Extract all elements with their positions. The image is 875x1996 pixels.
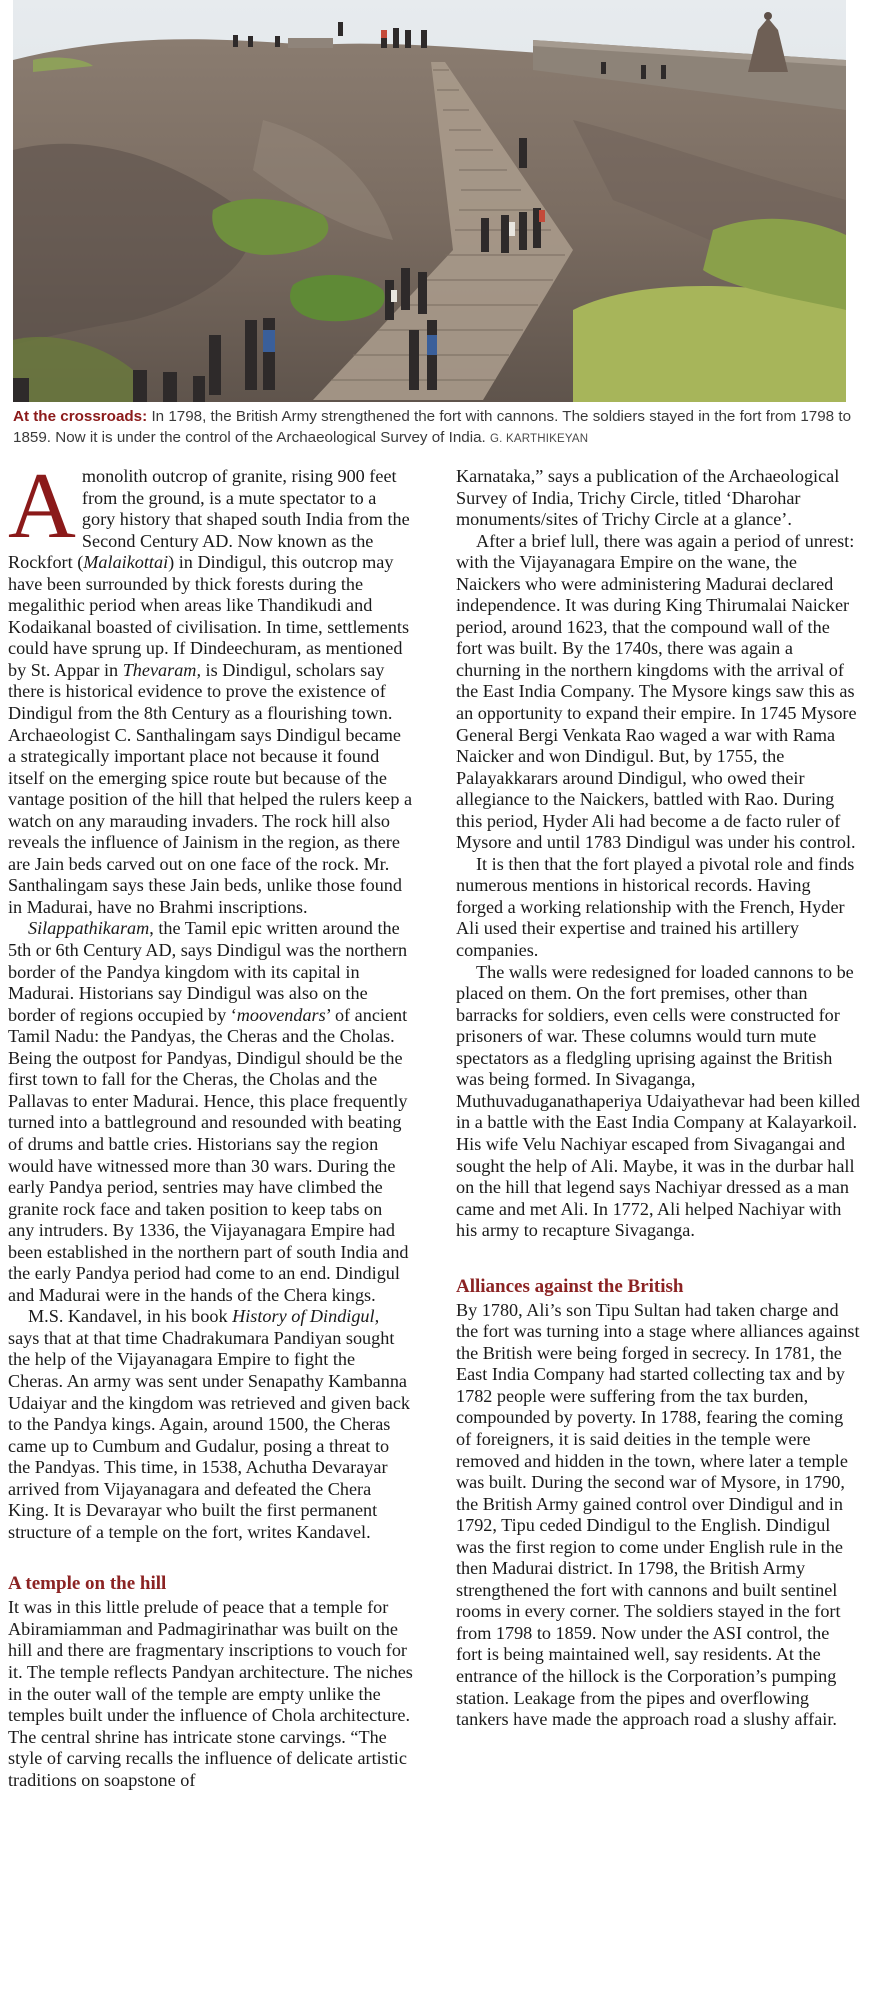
text-run: is Dindigul, scholars say there is historical evidence to prove the existence of Dindigul from the 8th Century as a flourishing town. Archaeologist C. Santhalingam says Dindigul became a strategically important place not because it found itself on the emerging spice route but because of the vantage position of the hill that helped the rulers keep a watch on any marauding invaders. The rock hill also reveals the influence of Jainism in the region, as there are Jain beds carved out on one face of the rock. Mr. Santhalingam says these Jain beds, unlike those found in Madurai, have no Brahmi inscriptions. — [8, 659, 413, 917]
section-heading: Alliances against the British — [456, 1275, 684, 1297]
text-run: M.S. Kandavel, in his book — [28, 1306, 233, 1327]
article-paragraph — [8, 454, 413, 918]
article-paragraph: By 1780, Ali’s son Tipu Sultan had taken charge and the fort was turning into a stage where alliances against the British were being forged in secrecy. In 1781, the East India Company had started collecting tax and by 1782 people were suffering from the tax burden, compounded by poverty. In 1788, fearing the coming of foreigners, it is said deities in the temple were removed and hidden in the town, where later a temple was built. During the second war of Mysore, in 1790, the British Army gained control over Dindigul and in 1792, Tipu ceded Dindigul to the English. Dindigul was the first region to come under English rule in the then Madurai district. In 1798, the British Army strengthened the fort with cannons and built sentinel rooms in every corner. The soldiers stayed in the fort from 1798 to 1859. Now under the ASI control, the fort is being maintained well, say residents. At the entrance of the hillock is the Corporation’s pumping station. Leakage from the pipes and overflowing tankers have made the approach road a slushy affair. — [456, 1299, 860, 1730]
caption-text: In 1798, the British Army strengthened the fort with cannons. The soldiers stayed in the fort from 1798 to 1859. Now it is under the control of the Archaeological Survey of India. — [13, 408, 852, 446]
article-paragraph: It was in this little prelude of peace that a temple for Abiramiamman and Padmagirinathar was built on the hill and there are fragmentary inscriptions to vouch for it. The temple reflects Pandyan architecture. The niches in the outer wall of the temple are empty unlike the temples built under the influence of Chola architecture. The central shrine has intricate stone carvings. “The style of carving recalls the influence of delicate artistic traditions on soapstone of — [8, 1597, 413, 1790]
text-run: , the Tamil epic written around the 5th or 6th Century AD, says Dindigul was the northern border of the Pandya kingdom with its capital in Madurai. Historians say Dindigul was also on the border of regions occupied by ‘ — [8, 918, 408, 1025]
text-run: ’ of ancient Tamil Nadu: the Pandyas, the Cheras and the Cholas. Being the outpost for Pandyas, Dindigul should be the first town to fall for the Cheras, the Cholas and the Pallavas to enter Madurai. Hence, this place frequently turned into a battleground and resounded with beating of drums and battle cries. Historians say the region would have witnessed more than 30 wars. During the early Pandya period, sentries may have climbed the granite rock face and taken position to keep tabs on any intruders. By 1336, the Vijayanagara Empire had been established in the northern part of south India and the early Pandya period had come to an end. Dindigul and Madurai were in the hands of the Chera kings. — [8, 1004, 409, 1305]
article-paragraph: Karnataka,” says a publication of the Archaeological Survey of India, Trichy Circle, titled ‘Dharohar monuments/sites of Trichy Circle at a glance’. — [456, 466, 840, 530]
article-photo — [13, 0, 846, 402]
text-run: ) in Dindigul, this outcrop may have been surrounded by thick forests during the megalithic period when areas like Thandikudi and Kodaikanal boasted of civilisation. In time, settlements could have sprung up. If Dindeechuram, as mentioned by St. Appar in — [8, 552, 410, 680]
article-column-right — [456, 466, 860, 1731]
italic-term: moovendars — [236, 1004, 326, 1025]
drop-cap: A — [8, 454, 76, 558]
italic-term: Thevaram, — [122, 659, 201, 680]
article-paragraph: The walls were redesigned for loaded cannons to be placed on them. On the fort premises, other than barracks for soldiers, even cells were constructed for prisoners of war. These columns would turn mute spectators as a fledgling uprising against the British was being formed. In Sivaganga, Muthuvaduganathaperiya Udaiyathevar had been killed in a battle with the East India Company at Kalayarkoil. His wife Velu Nachiyar escaped from Sivagangai and sought the help of Ali. Maybe, it was in the durbar hall on the hill that legend says Nachiyar dressed as a man came and met Ali. In 1772, Ali helped Nachiyar with his army to recapture Sivaganga. — [456, 961, 861, 1241]
article-paragraph — [8, 918, 413, 1306]
text-run: monolith outcrop of granite, rising 900 feet from the ground, is a mute spectator to a gory history that shaped south India from the Second Century AD. Now known as the Rockfort ( — [8, 466, 410, 573]
section-heading: A temple on the hill — [8, 1573, 167, 1595]
italic-term: Silappathikaram — [28, 918, 150, 939]
photo-credit: G. KARTHIKEYAN — [490, 433, 589, 445]
article-paragraph: It is then that the fort played a pivotal role and finds numerous mentions in historical records. Having forged a working relationship with the French, Hyder Ali used their expertise and trained his artillery companies. — [456, 853, 855, 961]
book-title: History of Dindigul, — [232, 1306, 380, 1327]
article-paragraph — [8, 1306, 413, 1543]
article-column-left — [8, 454, 413, 1791]
text-run: says that at that time Chadrakumara Pandiyan sought the help of the Vijayanagara Empire to fight the Cheras. An army was sent under Senapathy Kambanna Udaiyar and the kingdom was retrieved and given back to the Pandya kings. Again, around 1500, the Cheras came up to Cumbum and Gudalur, posing a threat to the Pandyas. This time, in 1538, Achutha Devarayar arrived from Vijayanagara and defeated the Chera King. It is Devarayar who built the first permanent structure of a temple on the fort, writes Kandavel. — [8, 1327, 411, 1542]
caption-lead: At the crossroads: — [13, 408, 148, 425]
photo-caption — [13, 406, 853, 450]
italic-term: Malaikottai — [83, 552, 169, 573]
article-paragraph: After a brief lull, there was again a period of unrest: with the Vijayanagara Empire on the wane, the Naickers who were administering Madurai declared independence. It was during King Thirumalai Naicker period, around 1623, that the compound wall of the fort was built. By the 1740s, there was again a churning in the northern kingdoms with the arrival of the East India Company. The Mysore kings saw this as an opportunity to expand their empire. In 1745 Mysore General Bergi Venkata Rao waged a war with Rama Naicker and won Dindigul. But, by 1755, the Palayakkarars around Dindigul, who owed their allegiance to the Naickers, battled with Rao. During this period, Hyder Ali had become a de facto ruler of Mysore and until 1783 Dindigul was under his control. — [456, 530, 857, 853]
